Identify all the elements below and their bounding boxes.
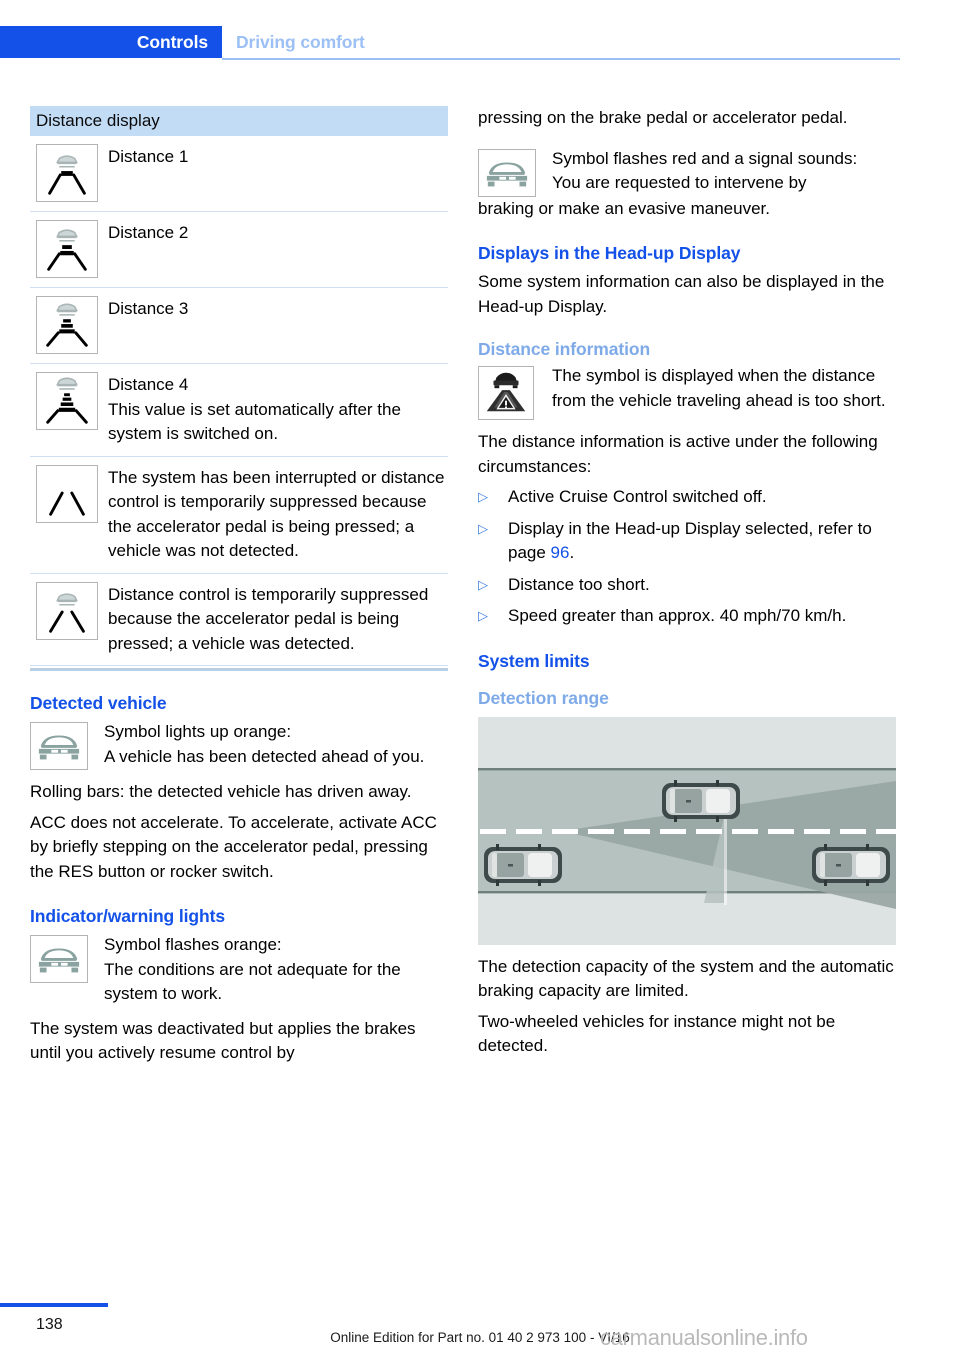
symbol-description-indent: You are requested to intervene by (552, 173, 807, 192)
breadcrumb-section-label: Driving comfort (236, 31, 365, 52)
indicator-icon-cell (30, 933, 104, 983)
hud-distance-warning-icon (478, 366, 534, 420)
triangle-bullet-icon: ▷ (478, 608, 488, 623)
detection-range-illustration (478, 717, 896, 945)
detected-vehicle-para-2: ACC does not accelerate. To accelerate, activate ACC by briefly stepping on the accelerator pedal, pressing the RES button or rocker switch. (30, 812, 437, 881)
distance-info-symbol-block (478, 364, 896, 420)
symbol-description: A vehicle has been detected ahead of you. (104, 746, 425, 766)
detected-vehicle-symbol-text (104, 720, 448, 769)
warning-icon-cell (478, 147, 552, 197)
vehicle-front-icon (30, 935, 88, 983)
detected-vehicle-icon-cell (30, 720, 104, 770)
triangle-bullet-icon: ▷ (478, 489, 488, 504)
distance-info-intro: The distance information is active under the following circumstances: (478, 432, 878, 476)
table-row-text-cell (108, 220, 448, 246)
header-divider (222, 58, 900, 60)
table-row-icon-cell (30, 582, 108, 640)
table-row-text-cell (108, 465, 448, 564)
triangle-bullet-icon: ▷ (478, 520, 488, 536)
distance-2-icon (36, 220, 98, 278)
table-row (30, 136, 448, 212)
indicator-para-1: The system was deactivated but applies the brakes until you actively resume control by (30, 1018, 416, 1062)
indicator-symbol-block (30, 933, 448, 1007)
table-row (30, 288, 448, 364)
table-row-text-cell (108, 372, 448, 447)
footer-divider (0, 1303, 108, 1307)
table-title: Distance display (30, 106, 448, 136)
vehicle-lanes-icon (36, 582, 98, 640)
distance-4-icon (36, 372, 98, 430)
warning-symbol-block (478, 147, 896, 197)
distance-1-icon (36, 144, 98, 202)
system-limits-para-1: The detection capacity of the system and the automatic braking capacity are limited. (478, 956, 894, 1000)
page-reference-link[interactable]: 96 (550, 543, 570, 562)
list-item (478, 604, 896, 629)
car-left (484, 844, 562, 886)
heading-detected-vehicle: Detected vehicle (30, 693, 167, 713)
heading-detection-range: Detection range (478, 687, 609, 708)
system-limits-para-2: Two-wheeled vehicles for instance might not be detected. (478, 1011, 836, 1055)
detected-vehicle-para-1: Rolling bars: the detected vehicle has driven away. (30, 782, 412, 801)
heading-hud-displays: Displays in the Head-up Display (478, 243, 741, 263)
table-row-icon-cell (30, 465, 108, 523)
table-row-icon-cell (30, 220, 108, 278)
vehicle-front-icon (478, 149, 536, 197)
table-row (30, 364, 448, 457)
triangle-bullet-icon: ▷ (478, 576, 488, 592)
list-item-suffix: . (569, 543, 575, 562)
list-item-label: Distance too short. (508, 574, 650, 594)
heading-distance-information: Distance information (478, 339, 651, 359)
table-row-line: This value is set automatically after the system is switched on. (108, 399, 401, 443)
list-item-label: Active Cruise Control switched off. (508, 487, 767, 506)
table-row-text-cell (108, 582, 448, 657)
list-item-label (508, 517, 896, 566)
heading-system-limits: System limits (478, 650, 590, 671)
distance-info-icon-cell (478, 364, 552, 420)
table-row-line: Distance 2 (108, 223, 189, 242)
table-row (30, 457, 448, 574)
footer-edition-text: Online Edition for Part no. 01 40 2 973 100 - VI/16 (330, 1330, 630, 1345)
breadcrumb-chapter (0, 26, 222, 58)
table-bottom-divider (30, 668, 448, 671)
breadcrumb-chapter-label: Controls (136, 31, 208, 52)
lanes-only-icon (36, 465, 98, 523)
warning-symbol-text (552, 147, 896, 196)
table-row-line: Distance 3 (108, 299, 189, 318)
hud-paragraph: Some system information can also be displayed in the Head-up Display. (478, 272, 885, 316)
page-header (0, 26, 960, 58)
table-row-line: Distance 4 (108, 375, 189, 394)
car-middle (662, 780, 740, 822)
distance-info-symbol-text (552, 364, 896, 413)
table-row-icon-cell (30, 296, 108, 354)
list-item (478, 517, 896, 566)
right-column (478, 106, 896, 1065)
symbol-description: The symbol is displayed when the distance from the vehicle traveling ahead is too short. (552, 366, 886, 410)
distance-info-bullet-list (478, 485, 896, 629)
table-row (30, 212, 448, 288)
symbol-description: The conditions are not adequate for the system to work. (104, 959, 401, 1003)
list-item (478, 485, 896, 510)
indicator-symbol-text (104, 933, 448, 1007)
left-column (30, 106, 448, 1072)
table-row-icon-cell (30, 144, 108, 202)
list-item-label: Speed greater than approx. 40 mph/70 km/h. (508, 606, 847, 625)
list-item (478, 573, 896, 598)
watermark: carmanualsonline.info (600, 1325, 808, 1350)
car-right (812, 844, 890, 886)
distance-display-table (30, 106, 448, 671)
table-row-line: Distance 1 (108, 147, 189, 166)
table-row (30, 574, 448, 667)
table-row-line: Distance control is temporarily suppressed because the accelerator pedal is being pressed; a vehicle was detected. (108, 584, 429, 653)
symbol-caption: Symbol lights up orange: (104, 722, 292, 741)
page-number: 138 (36, 1316, 63, 1333)
symbol-caption: Symbol flashes red and a signal sounds: (552, 148, 858, 168)
distance-3-icon (36, 296, 98, 354)
vehicle-front-icon (30, 722, 88, 770)
table-row-icon-cell (30, 372, 108, 430)
warning-symbol-runon: braking or make an evasive maneuver. (478, 198, 770, 218)
continuation-paragraph: pressing on the brake pedal or accelerator pedal. (478, 108, 848, 127)
detected-vehicle-symbol-block (30, 720, 448, 770)
table-row-text-cell (108, 296, 448, 322)
table-row-text-cell (108, 144, 448, 170)
list-item-text: Display in the Head-up Display selected, refer to page (508, 518, 872, 562)
heading-indicator-warning-lights: Indicator/warning lights (30, 906, 225, 926)
symbol-caption: Symbol flashes orange: (104, 935, 282, 954)
table-row-line: The system has been interrupted or distance control is temporarily suppressed because the accelerator pedal is being pressed; a vehicle was not detected. (108, 467, 445, 560)
